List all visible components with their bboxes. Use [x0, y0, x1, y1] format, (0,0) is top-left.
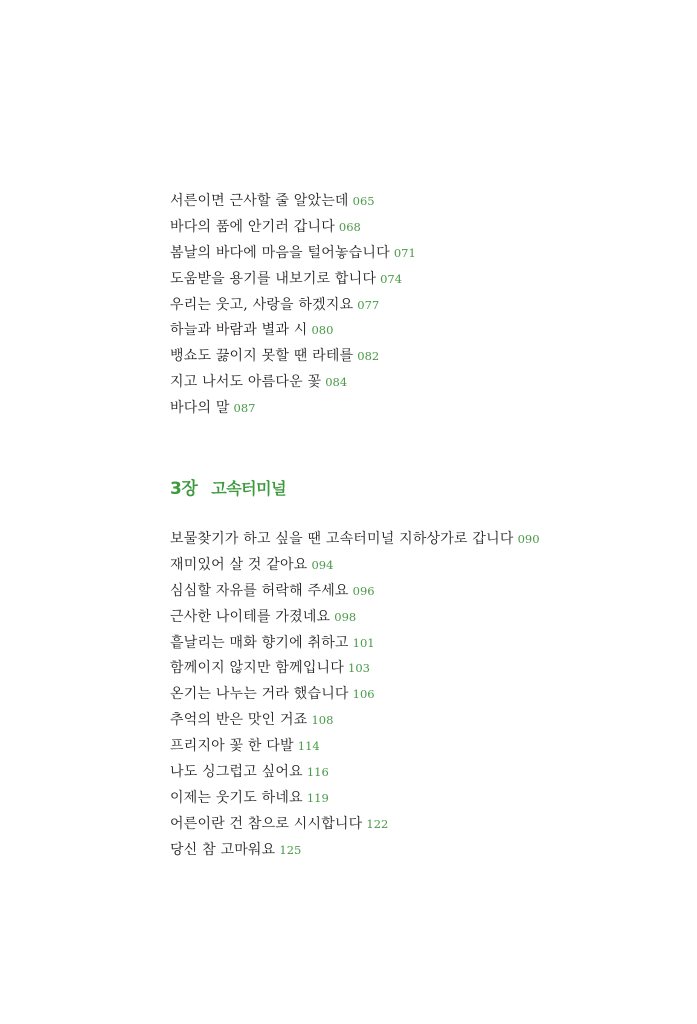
- toc-entry-page: 094: [311, 557, 334, 572]
- toc-entry-page: 114: [297, 739, 320, 754]
- toc-entry-page: 096: [352, 583, 375, 598]
- toc-entry-title: 당신 참 고마워요: [170, 841, 276, 858]
- toc-entry-page: 082: [357, 349, 380, 364]
- toc-entry-page: 119: [306, 790, 329, 805]
- toc-entry-page: 125: [279, 842, 302, 857]
- toc-entry: [170, 553, 540, 579]
- toc-entry-page: 116: [306, 765, 329, 780]
- toc-entry-title: 도움받을 용기를 내보기로 합니다: [170, 270, 377, 287]
- toc-entry-page: 101: [352, 635, 375, 650]
- toc-entry-title: 심심할 자유를 허락해 주세요: [170, 582, 349, 599]
- toc-entry: [170, 318, 416, 344]
- toc-entry-page: 090: [517, 532, 540, 546]
- toc-entry-title: 바다의 품에 안기러 갑니다: [170, 218, 335, 235]
- toc-entry: [170, 241, 416, 267]
- toc-entry-title: 추억의 반은 맛인 거죠: [170, 712, 308, 729]
- toc-entry: [170, 293, 416, 319]
- toc-entry: [170, 631, 540, 657]
- toc-entry: [170, 527, 540, 553]
- chapter-title: 고속터미널: [211, 479, 287, 498]
- toc-entry-title: 함께이지 않지만 함께입니다: [170, 660, 344, 677]
- toc-entry: [170, 786, 540, 812]
- toc-entry: [170, 656, 540, 682]
- chapter-number: 3장: [170, 479, 198, 499]
- toc-entry: [170, 838, 540, 864]
- toc-entry-page: 122: [366, 816, 389, 831]
- toc-entry-title: 뱅쇼도 끓이지 못할 땐 라테를: [170, 348, 354, 365]
- toc-entry-title: 서른이면 근사할 줄 알았는데: [170, 193, 349, 209]
- toc-entry-title: 나도 싱그럽고 싶어요: [170, 764, 303, 781]
- toc-entry-title: 어른이란 건 참으로 시시합니다: [170, 815, 363, 832]
- toc-entry-title: 하늘과 바람과 별과 시: [170, 322, 308, 339]
- toc-entry: [170, 215, 416, 241]
- toc-entry-page: 077: [357, 297, 380, 312]
- toc-entry: [170, 579, 540, 605]
- toc-entry-page: 098: [334, 609, 357, 624]
- toc-entry: [170, 708, 540, 734]
- toc-entry: [170, 370, 416, 396]
- toc-entry-page: 071: [393, 245, 416, 260]
- toc-entry-page: 074: [380, 271, 403, 286]
- toc-entry-title: 이제는 웃기도 하네요: [170, 789, 303, 806]
- toc-entry-page: 065: [352, 194, 375, 208]
- toc-entry-title: 우리는 웃고, 사랑을 하겠지요: [170, 296, 354, 313]
- toc-entry: [170, 396, 416, 422]
- toc-entry: [170, 682, 540, 708]
- toc-list-part-2: [170, 527, 540, 864]
- toc-entry-title: 보물찾기가 하고 싶을 땐 고속터미널 지하상가로 갑니다: [170, 531, 514, 547]
- toc-entry: [170, 605, 540, 631]
- toc-entry: [170, 189, 416, 215]
- toc-entry-title: 온기는 나누는 거라 했습니다: [170, 686, 349, 703]
- toc-entry: [170, 760, 540, 786]
- chapter-heading: [170, 474, 286, 504]
- toc-entry-title: 지고 나서도 아름다운 꽃: [170, 374, 322, 391]
- toc-entry-title: 봄날의 바다에 마음을 털어놓습니다: [170, 244, 390, 261]
- toc-entry-title: 흩날리는 매화 향기에 취하고: [170, 634, 349, 651]
- toc-entry: [170, 344, 416, 370]
- toc-entry-page: 084: [325, 375, 348, 390]
- toc-list-part-1: [170, 189, 416, 422]
- toc-entry-page: 108: [311, 713, 334, 728]
- toc-entry-page: 080: [311, 323, 334, 338]
- toc-entry-page: 087: [233, 401, 256, 416]
- toc-entry-title: 재미있어 살 것 같아요: [170, 556, 308, 573]
- toc-entry: [170, 812, 540, 838]
- toc-entry-page: 068: [338, 219, 361, 234]
- toc-entry-page: 106: [352, 687, 375, 702]
- toc-entry: [170, 734, 540, 760]
- toc-entry-title: 프리지아 꽃 한 다발: [170, 738, 294, 755]
- toc-entry-title: 근사한 나이테를 가졌네요: [170, 608, 331, 625]
- toc-entry: [170, 267, 416, 293]
- toc-entry-page: 103: [348, 661, 370, 676]
- toc-entry-title: 바다의 말: [170, 400, 230, 417]
